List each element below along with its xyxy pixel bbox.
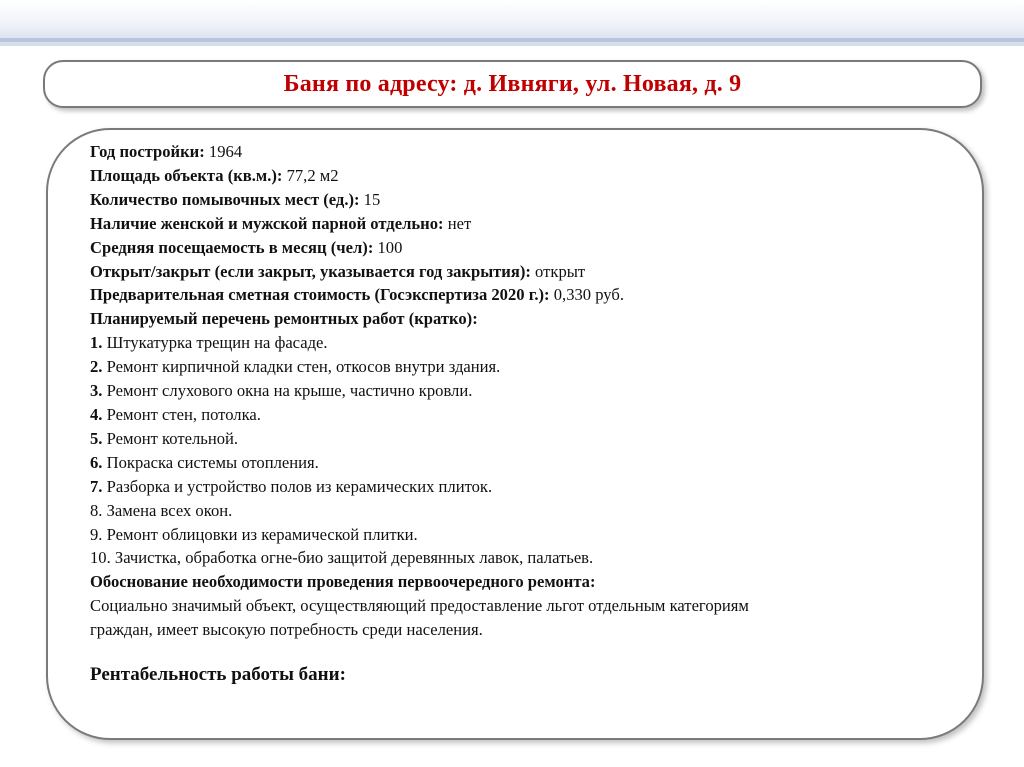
field-label: Площадь объекта (кв.м.): — [90, 165, 283, 185]
works-item-text: Ремонт слухового окна на крыше, частично кровли. — [102, 381, 473, 401]
works-item-number: 1. — [90, 333, 103, 353]
field-value: 0,330 руб. — [549, 285, 624, 305]
works-item-text: 9. Ремонт облицовки из керамической плитки. — [90, 524, 418, 544]
works-item-text: Покраска системы отопления. — [102, 452, 319, 472]
works-item-text: Разборка и устройство полов из керамических плиток. — [102, 476, 493, 496]
field-area — [90, 164, 950, 188]
works-list-item — [90, 379, 950, 403]
field-value: нет — [443, 213, 472, 233]
works-item-text: 8. Замена всех окон. — [90, 500, 233, 520]
slide-top-rule — [0, 38, 1024, 42]
field-estimated-cost — [90, 283, 950, 307]
field-label: Количество помывочных мест (ед.): — [90, 189, 360, 209]
works-item-text: Ремонт котельной. — [102, 428, 239, 448]
works-item-text: 10. Зачистка, обработка огне-био защитой деревянных лавок, палатьев. — [90, 548, 594, 568]
works-list-item — [90, 355, 950, 379]
profitability-heading: Рентабельность работы бани: — [90, 664, 346, 686]
works-item-number: 5. — [90, 428, 103, 448]
works-item-text: Штукатурка трещин на фасаде. — [102, 333, 328, 353]
justification-text-line: Социально значимый объект, осуществляющий предоставление льгот отдельным категориям — [90, 596, 749, 616]
works-item-number: 7. — [90, 476, 103, 496]
field-washing-places — [90, 188, 950, 212]
field-value: 1964 — [204, 142, 243, 161]
content-body — [90, 140, 950, 687]
field-separate-steam-rooms — [90, 212, 950, 236]
works-list-item — [90, 523, 950, 547]
field-label: Год постройки: — [90, 142, 205, 161]
field-attendance — [90, 236, 950, 260]
works-list-item — [90, 546, 950, 570]
works-list-item — [90, 427, 950, 451]
field-label: Наличие женской и мужской парной отдельно: — [90, 213, 444, 233]
works-item-number: 4. — [90, 404, 103, 424]
works-item-number: 2. — [90, 357, 103, 377]
field-label: Предварительная сметная стоимость (Госэкспертиза 2020 г.): — [90, 285, 550, 305]
works-list-item — [90, 403, 950, 427]
field-year-built — [90, 140, 950, 164]
field-value: 77,2 м2 — [282, 165, 339, 185]
field-open-closed — [90, 260, 950, 284]
field-label: Открыт/закрыт (если закрыт, указывается год закрытия): — [90, 261, 531, 281]
works-list-item — [90, 499, 950, 523]
field-value: 100 — [373, 237, 403, 257]
works-item-text: Ремонт стен, потолка. — [102, 404, 261, 424]
works-heading: Планируемый перечень ремонтных работ (кратко): — [90, 309, 478, 329]
field-label: Средняя посещаемость в месяц (чел): — [90, 237, 374, 257]
works-item-text: Ремонт кирпичной кладки стен, откосов внутри здания. — [102, 357, 501, 377]
field-value: 15 — [359, 189, 381, 209]
justification-text-line: граждан, имеет высокую потребность среди населения. — [90, 620, 483, 640]
works-item-number: 6. — [90, 452, 103, 472]
works-item-number: 3. — [90, 381, 103, 401]
works-list-item — [90, 451, 950, 475]
field-value: открыт — [530, 261, 586, 281]
title-box — [43, 60, 982, 108]
works-list-item — [90, 331, 950, 355]
works-list-item — [90, 475, 950, 499]
page-title: Баня по адресу: д. Ивняги, ул. Новая, д. 9 — [283, 70, 742, 97]
justification-heading: Обоснование необходимости проведения первоочередного ремонта: — [90, 572, 596, 592]
